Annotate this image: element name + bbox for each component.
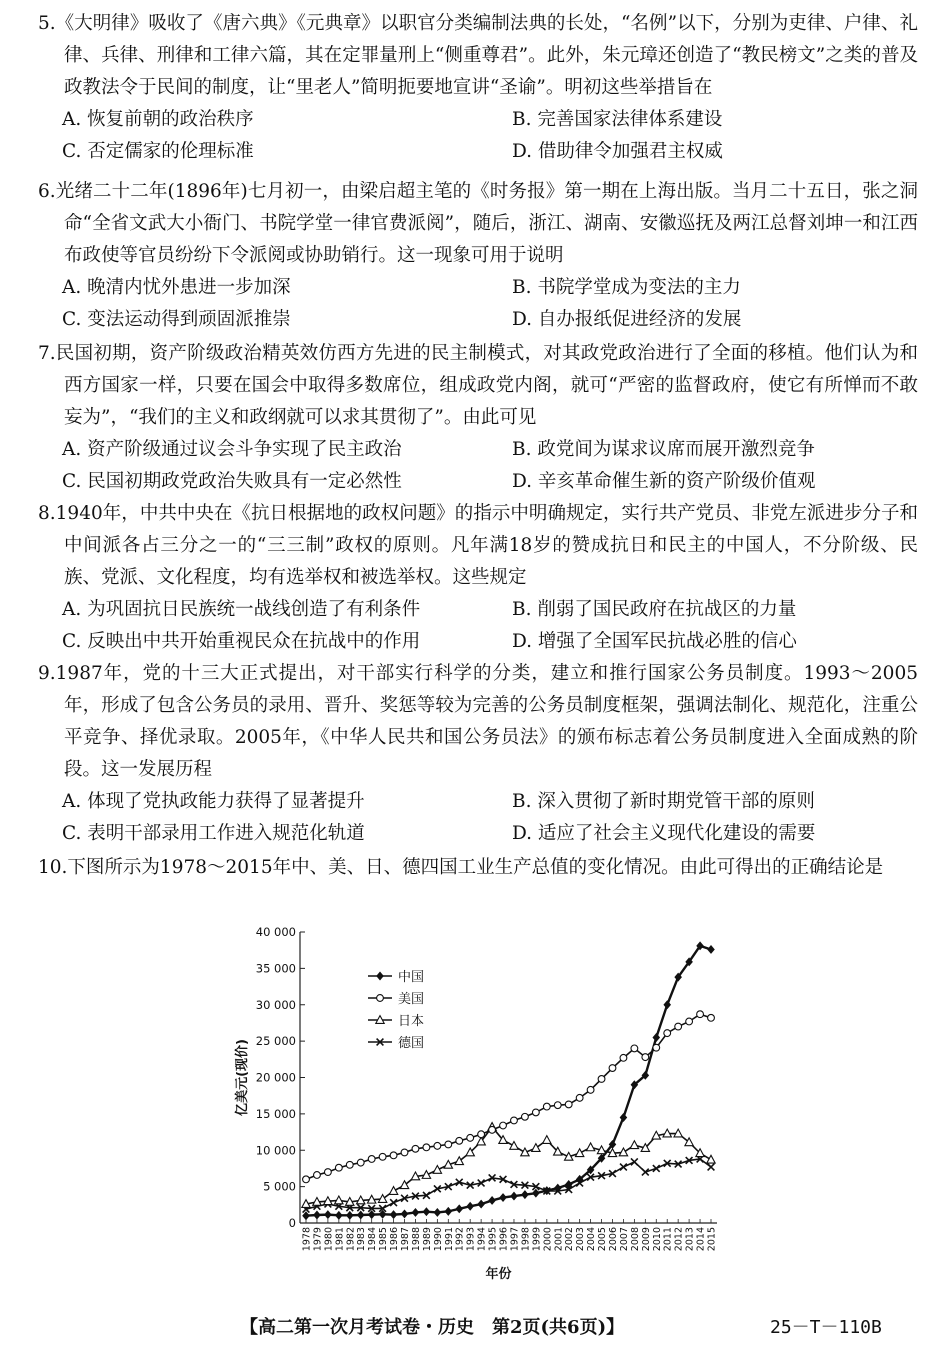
data-point (576, 1094, 583, 1101)
option-c[interactable]: C. 变法运动得到顽固派推崇 (62, 309, 291, 330)
data-point (522, 1113, 529, 1120)
legend-marker (377, 995, 384, 1002)
option-a[interactable]: A. 晚清内忧外患进一步加深 (62, 277, 291, 298)
x-tick-label: 2002 (564, 1227, 576, 1252)
data-point (412, 1208, 419, 1216)
y-tick-label: 0 (288, 1216, 296, 1230)
data-point (346, 1211, 353, 1219)
data-point (543, 1136, 551, 1144)
option-d[interactable]: D. 适应了社会主义现代化建设的需要 (512, 823, 816, 844)
x-tick-label: 1978 (301, 1227, 313, 1252)
x-tick-label: 1982 (345, 1227, 357, 1252)
data-point (467, 1202, 474, 1210)
data-point (324, 1211, 331, 1219)
x-tick-label: 1996 (498, 1227, 510, 1252)
data-point (532, 1144, 540, 1152)
option-a[interactable]: A. 体现了党执政能力获得了显著提升 (62, 791, 365, 812)
data-point (346, 1161, 353, 1168)
y-tick-label: 30 000 (255, 997, 296, 1012)
x-tick-label: 1993 (465, 1227, 477, 1252)
data-point (575, 1149, 583, 1157)
data-point (368, 1156, 375, 1163)
data-point (445, 1207, 452, 1215)
data-point (412, 1145, 419, 1152)
data-point (565, 1101, 572, 1108)
data-point (357, 1159, 364, 1166)
legend-label: 中国 (398, 970, 425, 985)
question-stem: 7.民国初期，资产阶级政治精英效仿西方先进的民主制模式，对其政党政治进行了全面的移植。他们认为和西方国家一样，只要在国会中取得多数席位，组成政党内阁，就可“严密的监督政府，使它有所惮而不敢妄为”，“我们的主义和政纲就可以求其贯彻了”。由此可见 (38, 343, 918, 428)
x-tick-label: 1981 (334, 1227, 346, 1252)
data-point (620, 1164, 627, 1171)
footer-title: 【高二第一次月考试卷・历史 第2页(共6页)】 (240, 1317, 625, 1338)
data-point (532, 1189, 539, 1197)
data-point (423, 1208, 430, 1216)
y-axis-label: 亿美元(现价) (235, 1039, 250, 1116)
option-c[interactable]: C. 表明干部录用工作进入规范化轨道 (62, 823, 365, 844)
x-tick-label: 1988 (410, 1227, 422, 1252)
x-tick-label: 1990 (432, 1227, 444, 1252)
x-tick-label: 2000 (542, 1227, 554, 1252)
data-point (303, 1176, 310, 1183)
question-5 (38, 8, 918, 168)
question-stem: 9.1987年，党的十三大正式提出，对干部实行科学的分类，建立和推行国家公务员制度。1993～2005年，形成了包含公务员的录用、晋升、奖惩等较为完善的公务员制度框架，强调法制化、规范化，注重公平竞争、择优录取。2005年，《中华人民共和国公务员法》的颁布标志着公务员制度进入全面成熟的阶段。这一发展历程 (38, 663, 918, 780)
option-c[interactable]: C. 否定儒家的伦理标准 (62, 141, 254, 162)
data-point (456, 1205, 463, 1213)
data-point (631, 1045, 638, 1052)
x-tick-label: 1983 (356, 1227, 368, 1252)
data-point (456, 1137, 463, 1144)
option-b[interactable]: B. 书院学堂成为变法的主力 (512, 277, 741, 298)
question-stem: 8.1940年，中共中央在《抗日根据地的政权问题》的指示中明确规定，实行共产党员、非党左派进步分子和中间派各占三分之一的“三三制”政权的原则。凡年满18岁的赞成抗日和民主的中国人，不分阶级、民族、党派、文化程度，均有选举权和被选举权。这些规定 (38, 503, 918, 588)
option-c[interactable]: C. 民国初期政党政治失败具有一定必然性 (62, 471, 402, 492)
y-tick-label: 20 000 (255, 1070, 296, 1085)
data-point (587, 1086, 594, 1093)
x-tick-label: 2010 (651, 1227, 663, 1252)
option-d[interactable]: D. 自办报纸促进经济的发展 (512, 309, 742, 330)
x-axis-label: 年份 (485, 1267, 512, 1282)
x-tick-label: 1979 (312, 1227, 324, 1252)
x-tick-label: 1992 (454, 1227, 466, 1252)
data-point (489, 1196, 496, 1204)
option-b[interactable]: B. 政党间为谋求议席而展开激烈竞争 (512, 439, 815, 460)
data-point (642, 1054, 649, 1061)
option-c[interactable]: C. 反映出中共开始重视民众在抗战中的作用 (62, 631, 421, 652)
data-point (390, 1199, 397, 1206)
x-tick-label: 1987 (400, 1227, 412, 1252)
x-tick-label: 2015 (706, 1227, 718, 1252)
y-tick-label: 40 000 (255, 925, 296, 939)
data-point (653, 1044, 660, 1051)
x-tick-label: 1986 (389, 1227, 401, 1252)
legend-label: 美国 (398, 992, 425, 1007)
data-point (434, 1142, 441, 1149)
options (38, 272, 918, 336)
x-tick-label: 2005 (597, 1227, 609, 1252)
x-tick-label: 1994 (476, 1227, 488, 1252)
x-tick-label: 1997 (509, 1227, 521, 1252)
question-9 (38, 658, 918, 850)
data-point (554, 1102, 561, 1109)
data-point (522, 1191, 529, 1199)
data-point (500, 1122, 507, 1129)
data-point (390, 1152, 397, 1159)
data-point (478, 1200, 485, 1208)
x-tick-label: 1999 (531, 1227, 543, 1252)
x-tick-label: 2008 (629, 1227, 641, 1252)
option-d[interactable]: D. 借助律令加强君主权威 (512, 141, 723, 162)
x-tick-label: 2004 (586, 1227, 598, 1252)
x-tick-label: 2012 (673, 1227, 685, 1252)
x-tick-label: 2007 (618, 1227, 630, 1252)
data-point (708, 1164, 715, 1171)
chart-container (230, 918, 730, 1288)
y-tick-label: 35 000 (255, 961, 296, 976)
question-stem: 5.《大明律》吸收了《唐六典》《元典章》以职官分类编制法典的长处，“名例”以下，分别为吏律、户律、礼律、兵律、刑律和工律六篇，其在定罪量刑上“侧重尊君”。此外，朱元璋还创造了“教民榜文”之类的普及政教法令于民间的制度，让“里老人”简明扼要地宣讲“圣谕”。明初这些举措旨在 (38, 13, 918, 98)
question-6 (38, 176, 918, 336)
data-point (478, 1131, 485, 1138)
data-point (314, 1172, 321, 1179)
data-point (500, 1194, 507, 1202)
data-point (467, 1134, 474, 1141)
paper-code: 25－T－110B (770, 1317, 882, 1338)
question-7 (38, 338, 918, 498)
data-point (303, 1212, 310, 1220)
question-10 (38, 852, 918, 884)
question-stem: 6.光绪二十二年(1896年)七月初一，由梁启超主笔的《时务报》第一期在上海出版。当月二十五日，张之洞命“全省文武大小衙门、书院学堂一律官费派阅”，随后，浙江、湖南、安徽巡抚及两江总督刘坤一和江西布政使等官员纷纷下令派阅或协助销行。这一现象可用于说明 (38, 181, 918, 266)
data-point (445, 1141, 452, 1148)
option-a[interactable]: A. 资产阶级通过议会斗争实现了民主政治 (62, 439, 402, 460)
x-tick-label: 2009 (640, 1227, 652, 1252)
x-tick-label: 2001 (553, 1227, 565, 1252)
y-tick-label: 15 000 (255, 1106, 296, 1121)
options (38, 594, 918, 658)
x-tick-label: 1998 (520, 1227, 532, 1252)
x-tick-label: 1980 (323, 1227, 335, 1252)
data-point (379, 1153, 386, 1160)
legend-label: 日本 (398, 1014, 425, 1029)
data-point (324, 1169, 331, 1176)
data-point (357, 1211, 364, 1219)
data-point (697, 1011, 704, 1018)
y-tick-label: 10 000 (255, 1143, 296, 1158)
data-point (390, 1211, 397, 1219)
data-point (335, 1164, 342, 1171)
data-point (489, 1126, 496, 1133)
question-stem: 10.下图所示为1978～2015年中、美、日、德四国工业生产总值的变化情况。由此可得出的正确结论是 (38, 857, 884, 878)
x-tick-label: 2011 (662, 1227, 674, 1252)
data-point (423, 1144, 430, 1151)
data-point (389, 1187, 397, 1195)
data-point (707, 1155, 715, 1163)
data-point (675, 1023, 682, 1030)
data-point (630, 1141, 638, 1149)
data-point (708, 1014, 715, 1021)
line-chart (230, 918, 730, 1288)
data-point (401, 1149, 408, 1156)
option-b[interactable]: B. 深入贯彻了新时期党管干部的原则 (512, 791, 815, 812)
data-point (532, 1109, 539, 1116)
x-tick-label: 1989 (421, 1227, 433, 1252)
option-d[interactable]: D. 辛亥革命催生新的资产阶级价值观 (512, 471, 816, 492)
series-line-4 (306, 1159, 711, 1209)
x-tick-label: 1995 (487, 1227, 499, 1252)
x-tick-label: 2006 (607, 1227, 619, 1252)
options (38, 434, 918, 498)
data-point (511, 1117, 518, 1124)
options (38, 786, 918, 850)
data-point (598, 1076, 605, 1083)
data-point (401, 1210, 408, 1218)
question-8 (38, 498, 918, 658)
series-line-1 (306, 946, 711, 1216)
option-b[interactable]: B. 完善国家法律体系建设 (512, 109, 723, 130)
data-point (664, 1030, 671, 1037)
data-point (631, 1158, 638, 1165)
data-point (510, 1141, 518, 1149)
data-point (609, 1065, 616, 1072)
x-tick-label: 2013 (684, 1227, 696, 1252)
data-point (511, 1192, 518, 1200)
x-tick-label: 2014 (695, 1227, 707, 1252)
x-tick-label: 1985 (378, 1227, 390, 1252)
data-point (335, 1211, 342, 1219)
option-d[interactable]: D. 增强了全国军民抗战必胜的信心 (512, 631, 797, 652)
legend-label: 德国 (398, 1036, 425, 1051)
data-point (686, 1018, 693, 1025)
data-point (586, 1143, 594, 1151)
data-point (434, 1208, 441, 1216)
option-a[interactable]: A. 为巩固抗日民族统一战线创造了有利条件 (62, 599, 421, 620)
data-point (620, 1054, 627, 1061)
x-tick-label: 1984 (367, 1227, 379, 1252)
series-line-2 (306, 1014, 711, 1179)
x-tick-label: 1991 (443, 1227, 455, 1252)
y-tick-label: 25 000 (255, 1034, 296, 1049)
x-tick-label: 2003 (575, 1227, 587, 1252)
legend-marker (377, 972, 384, 980)
series-line-3 (306, 1127, 711, 1204)
options (38, 104, 918, 168)
data-point (708, 945, 715, 953)
data-point (653, 1033, 660, 1041)
y-tick-label: 5 000 (263, 1179, 296, 1194)
option-a[interactable]: A. 恢复前朝的政治秩序 (62, 109, 254, 130)
data-point (314, 1211, 321, 1219)
data-point (543, 1103, 550, 1110)
option-b[interactable]: B. 削弱了国民政府在抗战区的力量 (512, 599, 797, 620)
